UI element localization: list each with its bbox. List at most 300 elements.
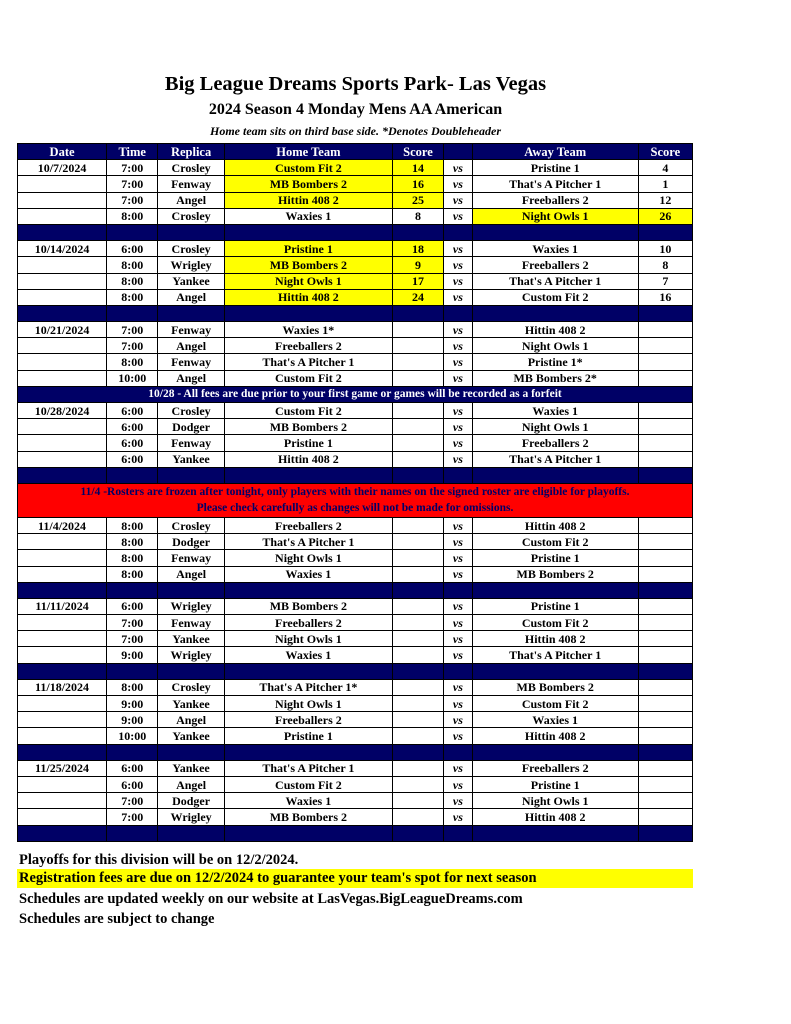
separator-cell <box>158 305 225 321</box>
away-team-cell: Custom Fit 2 <box>472 289 638 305</box>
replica-cell: Dodger <box>158 534 225 550</box>
replica-cell: Angel <box>158 566 225 582</box>
separator-cell <box>107 825 158 841</box>
separator-cell <box>472 663 638 679</box>
time-cell: 9:00 <box>107 712 158 728</box>
game-row <box>18 160 693 176</box>
vs-cell: vs <box>444 534 473 550</box>
away-score-cell: 8 <box>638 257 692 273</box>
game-row <box>18 566 693 582</box>
separator-row <box>18 582 693 598</box>
away-score-cell <box>638 566 692 582</box>
separator-cell <box>107 663 158 679</box>
header-row <box>18 144 693 160</box>
separator-cell <box>638 305 692 321</box>
date-cell <box>18 208 107 224</box>
date-cell <box>18 809 107 825</box>
replica-cell: Yankee <box>158 631 225 647</box>
game-row <box>18 241 693 257</box>
game-row <box>18 517 693 533</box>
game-row <box>18 647 693 663</box>
time-cell: 7:00 <box>107 338 158 354</box>
away-team-cell: Night Owls 1 <box>472 419 638 435</box>
home-team-cell: That's A Pitcher 1 <box>224 534 392 550</box>
separator-row <box>18 305 693 321</box>
time-cell: 6:00 <box>107 435 158 451</box>
home-team-cell: Night Owls 1 <box>224 550 392 566</box>
away-team-cell: Pristine 1 <box>472 160 638 176</box>
home-team-cell: Night Owls 1 <box>224 631 392 647</box>
separator-cell <box>444 305 473 321</box>
change-note: Schedules are subject to change <box>19 911 215 927</box>
away-team-cell: Freeballers 2 <box>472 257 638 273</box>
game-row <box>18 354 693 370</box>
date-cell: 10/14/2024 <box>18 241 107 257</box>
vs-cell: vs <box>444 793 473 809</box>
vs-cell: vs <box>444 419 473 435</box>
replica-cell: Angel <box>158 192 225 208</box>
time-cell: 7:00 <box>107 631 158 647</box>
separator-cell <box>107 224 158 240</box>
time-cell: 7:00 <box>107 160 158 176</box>
home-score-cell <box>392 647 443 663</box>
vs-cell: vs <box>444 631 473 647</box>
date-cell <box>18 615 107 631</box>
replica-cell: Angel <box>158 289 225 305</box>
time-cell: 10:00 <box>107 370 158 386</box>
separator-cell <box>158 663 225 679</box>
away-score-cell: 10 <box>638 241 692 257</box>
away-score-cell: 26 <box>638 208 692 224</box>
away-team-cell: Pristine 1 <box>472 776 638 792</box>
separator-row <box>18 663 693 679</box>
away-team-cell: That's A Pitcher 1 <box>472 176 638 192</box>
replica-cell: Crosley <box>158 403 225 419</box>
game-row <box>18 712 693 728</box>
home-score-cell <box>392 615 443 631</box>
replica-cell: Angel <box>158 370 225 386</box>
game-row <box>18 192 693 208</box>
away-score-cell: 16 <box>638 289 692 305</box>
separator-cell <box>158 467 225 483</box>
separator-cell <box>472 305 638 321</box>
away-team-cell: Hittin 408 2 <box>472 728 638 744</box>
home-score-cell <box>392 631 443 647</box>
home-score-cell: 8 <box>392 208 443 224</box>
home-team-cell: Waxies 1* <box>224 322 392 338</box>
replica-cell: Crosley <box>158 241 225 257</box>
game-row <box>18 403 693 419</box>
separator-cell <box>158 825 225 841</box>
separator-cell <box>18 224 107 240</box>
away-score-cell <box>638 760 692 776</box>
home-team-cell: Freeballers 2 <box>224 615 392 631</box>
vs-cell: vs <box>444 615 473 631</box>
separator-cell <box>224 582 392 598</box>
replica-cell: Yankee <box>158 696 225 712</box>
replica-cell: Angel <box>158 712 225 728</box>
home-score-cell <box>392 696 443 712</box>
time-cell: 8:00 <box>107 517 158 533</box>
away-score-cell <box>638 403 692 419</box>
away-team-cell: Night Owls 1 <box>472 338 638 354</box>
home-team-cell: Freeballers 2 <box>224 338 392 354</box>
roster-alert-row <box>18 483 693 517</box>
separator-cell <box>472 825 638 841</box>
col-away-team: Away Team <box>472 144 638 160</box>
date-cell: 11/11/2024 <box>18 598 107 614</box>
separator-cell <box>158 224 225 240</box>
away-score-cell <box>638 370 692 386</box>
away-score-cell <box>638 712 692 728</box>
home-score-cell: 25 <box>392 192 443 208</box>
roster-alert-line2: Please check carefully as changes will not be made for omissions. <box>196 502 514 515</box>
time-cell: 8:00 <box>107 679 158 695</box>
vs-cell: vs <box>444 208 473 224</box>
home-team-cell: MB Bombers 2 <box>224 257 392 273</box>
game-row <box>18 679 693 695</box>
col-away-score: Score <box>638 144 692 160</box>
vs-cell: vs <box>444 338 473 354</box>
date-cell: 11/18/2024 <box>18 679 107 695</box>
col-time: Time <box>107 144 158 160</box>
page-subtitle: 2024 Season 4 Monday Mens AA American <box>208 101 503 118</box>
schedule-note: Home team sits on third base side. *Denotes Doubleheader <box>210 124 501 138</box>
separator-row <box>18 825 693 841</box>
home-team-cell: Freeballers 2 <box>224 712 392 728</box>
home-team-cell: Custom Fit 2 <box>224 370 392 386</box>
vs-cell: vs <box>444 696 473 712</box>
away-score-cell <box>638 322 692 338</box>
game-row <box>18 631 693 647</box>
vs-cell: vs <box>444 550 473 566</box>
vs-cell: vs <box>444 809 473 825</box>
time-cell: 6:00 <box>107 403 158 419</box>
separator-cell <box>444 663 473 679</box>
separator-cell <box>18 744 107 760</box>
separator-cell <box>392 467 443 483</box>
separator-row <box>18 467 693 483</box>
home-score-cell <box>392 419 443 435</box>
separator-cell <box>444 224 473 240</box>
home-team-cell: Night Owls 1 <box>224 696 392 712</box>
replica-cell: Fenway <box>158 550 225 566</box>
home-team-cell: That's A Pitcher 1 <box>224 354 392 370</box>
away-score-cell <box>638 631 692 647</box>
away-team-cell: MB Bombers 2* <box>472 370 638 386</box>
home-team-cell: Hittin 408 2 <box>224 289 392 305</box>
time-cell: 8:00 <box>107 354 158 370</box>
date-cell: 11/25/2024 <box>18 760 107 776</box>
date-cell <box>18 370 107 386</box>
time-cell: 7:00 <box>107 793 158 809</box>
vs-cell: vs <box>444 451 473 467</box>
vs-cell: vs <box>444 370 473 386</box>
date-cell <box>18 419 107 435</box>
replica-cell: Crosley <box>158 160 225 176</box>
replica-cell: Crosley <box>158 208 225 224</box>
game-row <box>18 451 693 467</box>
away-team-cell: That's A Pitcher 1 <box>472 273 638 289</box>
date-cell: 10/28/2024 <box>18 403 107 419</box>
date-cell <box>18 696 107 712</box>
home-team-cell: Pristine 1 <box>224 728 392 744</box>
replica-cell: Fenway <box>158 615 225 631</box>
replica-cell: Fenway <box>158 435 225 451</box>
away-score-cell <box>638 419 692 435</box>
replica-cell: Wrigley <box>158 598 225 614</box>
date-cell <box>18 566 107 582</box>
away-score-cell <box>638 451 692 467</box>
vs-cell: vs <box>444 566 473 582</box>
home-score-cell <box>392 403 443 419</box>
website-note: Schedules are updated weekly on our website at LasVegas.BigLeagueDreams.com <box>19 891 523 907</box>
game-row <box>18 176 693 192</box>
home-score-cell <box>392 517 443 533</box>
away-team-cell: Pristine 1 <box>472 550 638 566</box>
game-row <box>18 598 693 614</box>
vs-cell: vs <box>444 517 473 533</box>
replica-cell: Yankee <box>158 728 225 744</box>
vs-cell: vs <box>444 289 473 305</box>
home-score-cell <box>392 550 443 566</box>
away-team-cell: Pristine 1 <box>472 598 638 614</box>
away-team-cell: Night Owls 1 <box>472 793 638 809</box>
replica-cell: Yankee <box>158 451 225 467</box>
time-cell: 7:00 <box>107 809 158 825</box>
date-cell: 10/7/2024 <box>18 160 107 176</box>
date-cell <box>18 192 107 208</box>
away-team-cell: Night Owls 1 <box>472 208 638 224</box>
vs-cell: vs <box>444 598 473 614</box>
separator-cell <box>638 467 692 483</box>
away-score-cell <box>638 534 692 550</box>
away-team-cell: MB Bombers 2 <box>472 679 638 695</box>
separator-cell <box>392 224 443 240</box>
away-score-cell <box>638 435 692 451</box>
home-score-cell <box>392 566 443 582</box>
separator-cell <box>158 744 225 760</box>
separator-cell <box>224 663 392 679</box>
away-score-cell: 12 <box>638 192 692 208</box>
time-cell: 6:00 <box>107 451 158 467</box>
away-team-cell: Custom Fit 2 <box>472 615 638 631</box>
away-team-cell: Waxies 1 <box>472 403 638 419</box>
home-team-cell: Hittin 408 2 <box>224 192 392 208</box>
separator-cell <box>638 663 692 679</box>
vs-cell: vs <box>444 403 473 419</box>
away-team-cell: Hittin 408 2 <box>472 809 638 825</box>
home-team-cell: MB Bombers 2 <box>224 809 392 825</box>
away-team-cell: Waxies 1 <box>472 241 638 257</box>
game-row <box>18 419 693 435</box>
home-team-cell: Freeballers 2 <box>224 517 392 533</box>
date-cell <box>18 354 107 370</box>
away-team-cell: Waxies 1 <box>472 712 638 728</box>
home-score-cell: 16 <box>392 176 443 192</box>
replica-cell: Angel <box>158 776 225 792</box>
date-cell <box>18 550 107 566</box>
separator-cell <box>18 582 107 598</box>
time-cell: 10:00 <box>107 728 158 744</box>
date-cell <box>18 451 107 467</box>
game-row <box>18 322 693 338</box>
col-vs <box>444 144 473 160</box>
game-row <box>18 370 693 386</box>
time-cell: 9:00 <box>107 696 158 712</box>
game-row <box>18 289 693 305</box>
vs-cell: vs <box>444 354 473 370</box>
home-score-cell <box>392 712 443 728</box>
away-score-cell: 1 <box>638 176 692 192</box>
separator-cell <box>392 663 443 679</box>
away-team-cell: Hittin 408 2 <box>472 631 638 647</box>
away-score-cell <box>638 517 692 533</box>
separator-cell <box>224 224 392 240</box>
col-date: Date <box>18 144 107 160</box>
home-score-cell <box>392 322 443 338</box>
date-cell <box>18 631 107 647</box>
home-team-cell: Custom Fit 2 <box>224 160 392 176</box>
away-score-cell <box>638 809 692 825</box>
game-row <box>18 208 693 224</box>
replica-cell: Fenway <box>158 354 225 370</box>
date-cell: 10/21/2024 <box>18 322 107 338</box>
away-team-cell: That's A Pitcher 1 <box>472 647 638 663</box>
separator-cell <box>638 744 692 760</box>
game-row <box>18 615 693 631</box>
time-cell: 6:00 <box>107 419 158 435</box>
separator-row <box>18 224 693 240</box>
separator-cell <box>107 305 158 321</box>
separator-cell <box>392 582 443 598</box>
away-score-cell <box>638 679 692 695</box>
date-cell <box>18 338 107 354</box>
date-cell <box>18 273 107 289</box>
replica-cell: Fenway <box>158 322 225 338</box>
home-score-cell <box>392 435 443 451</box>
separator-cell <box>472 582 638 598</box>
game-row <box>18 257 693 273</box>
game-row <box>18 809 693 825</box>
home-score-cell: 14 <box>392 160 443 176</box>
away-team-cell: That's A Pitcher 1 <box>472 451 638 467</box>
separator-cell <box>444 744 473 760</box>
time-cell: 7:00 <box>107 615 158 631</box>
home-team-cell: MB Bombers 2 <box>224 419 392 435</box>
away-score-cell <box>638 696 692 712</box>
away-score-cell <box>638 728 692 744</box>
game-row <box>18 534 693 550</box>
playoffs-note: Playoffs for this division will be on 12/2/2024. <box>19 852 299 868</box>
vs-cell: vs <box>444 176 473 192</box>
time-cell: 7:00 <box>107 322 158 338</box>
separator-cell <box>392 825 443 841</box>
separator-cell <box>18 663 107 679</box>
col-replica: Replica <box>158 144 225 160</box>
home-team-cell: MB Bombers 2 <box>224 176 392 192</box>
home-team-cell: Waxies 1 <box>224 647 392 663</box>
col-home-team: Home Team <box>224 144 392 160</box>
game-row <box>18 728 693 744</box>
home-team-cell: Waxies 1 <box>224 566 392 582</box>
home-team-cell: Waxies 1 <box>224 793 392 809</box>
vs-cell: vs <box>444 728 473 744</box>
replica-cell: Wrigley <box>158 809 225 825</box>
away-score-cell <box>638 598 692 614</box>
separator-cell <box>638 582 692 598</box>
game-row <box>18 550 693 566</box>
home-score-cell <box>392 776 443 792</box>
home-score-cell: 17 <box>392 273 443 289</box>
date-cell <box>18 712 107 728</box>
separator-cell <box>224 825 392 841</box>
replica-cell: Dodger <box>158 419 225 435</box>
separator-cell <box>392 744 443 760</box>
separator-cell <box>18 467 107 483</box>
away-score-cell: 7 <box>638 273 692 289</box>
home-score-cell: 9 <box>392 257 443 273</box>
away-score-cell <box>638 793 692 809</box>
separator-cell <box>392 305 443 321</box>
replica-cell: Yankee <box>158 760 225 776</box>
home-team-cell: Pristine 1 <box>224 435 392 451</box>
home-score-cell <box>392 534 443 550</box>
vs-cell: vs <box>444 435 473 451</box>
home-score-cell: 24 <box>392 289 443 305</box>
replica-cell: Fenway <box>158 176 225 192</box>
away-score-cell <box>638 338 692 354</box>
away-team-cell: Hittin 408 2 <box>472 517 638 533</box>
date-cell <box>18 289 107 305</box>
time-cell: 8:00 <box>107 566 158 582</box>
home-score-cell <box>392 451 443 467</box>
separator-cell <box>224 467 392 483</box>
roster-alert-line1: 11/4 -Rosters are frozen after tonight, only players with their names on the signed roster are eligible for playoffs. <box>80 486 630 499</box>
game-row <box>18 793 693 809</box>
vs-cell: vs <box>444 322 473 338</box>
game-row <box>18 273 693 289</box>
date-cell <box>18 257 107 273</box>
home-score-cell <box>392 679 443 695</box>
replica-cell: Wrigley <box>158 257 225 273</box>
away-score-cell <box>638 615 692 631</box>
date-cell <box>18 728 107 744</box>
separator-cell <box>444 582 473 598</box>
separator-cell <box>107 744 158 760</box>
time-cell: 8:00 <box>107 257 158 273</box>
page-title: Big League Dreams Sports Park- Las Vegas <box>164 73 547 95</box>
away-team-cell: Pristine 1* <box>472 354 638 370</box>
replica-cell: Dodger <box>158 793 225 809</box>
home-score-cell <box>392 793 443 809</box>
date-cell <box>18 176 107 192</box>
away-score-cell: 4 <box>638 160 692 176</box>
separator-cell <box>638 224 692 240</box>
time-cell: 7:00 <box>107 192 158 208</box>
home-score-cell <box>392 598 443 614</box>
replica-cell: Angel <box>158 338 225 354</box>
time-cell: 6:00 <box>107 776 158 792</box>
separator-cell <box>18 825 107 841</box>
home-team-cell: Night Owls 1 <box>224 273 392 289</box>
separator-cell <box>224 305 392 321</box>
home-score-cell <box>392 809 443 825</box>
notice-text: 10/28 - All fees are due prior to your first game or games will be recorded as a forfeit <box>18 386 693 402</box>
home-team-cell: MB Bombers 2 <box>224 598 392 614</box>
time-cell: 8:00 <box>107 534 158 550</box>
separator-cell <box>472 744 638 760</box>
